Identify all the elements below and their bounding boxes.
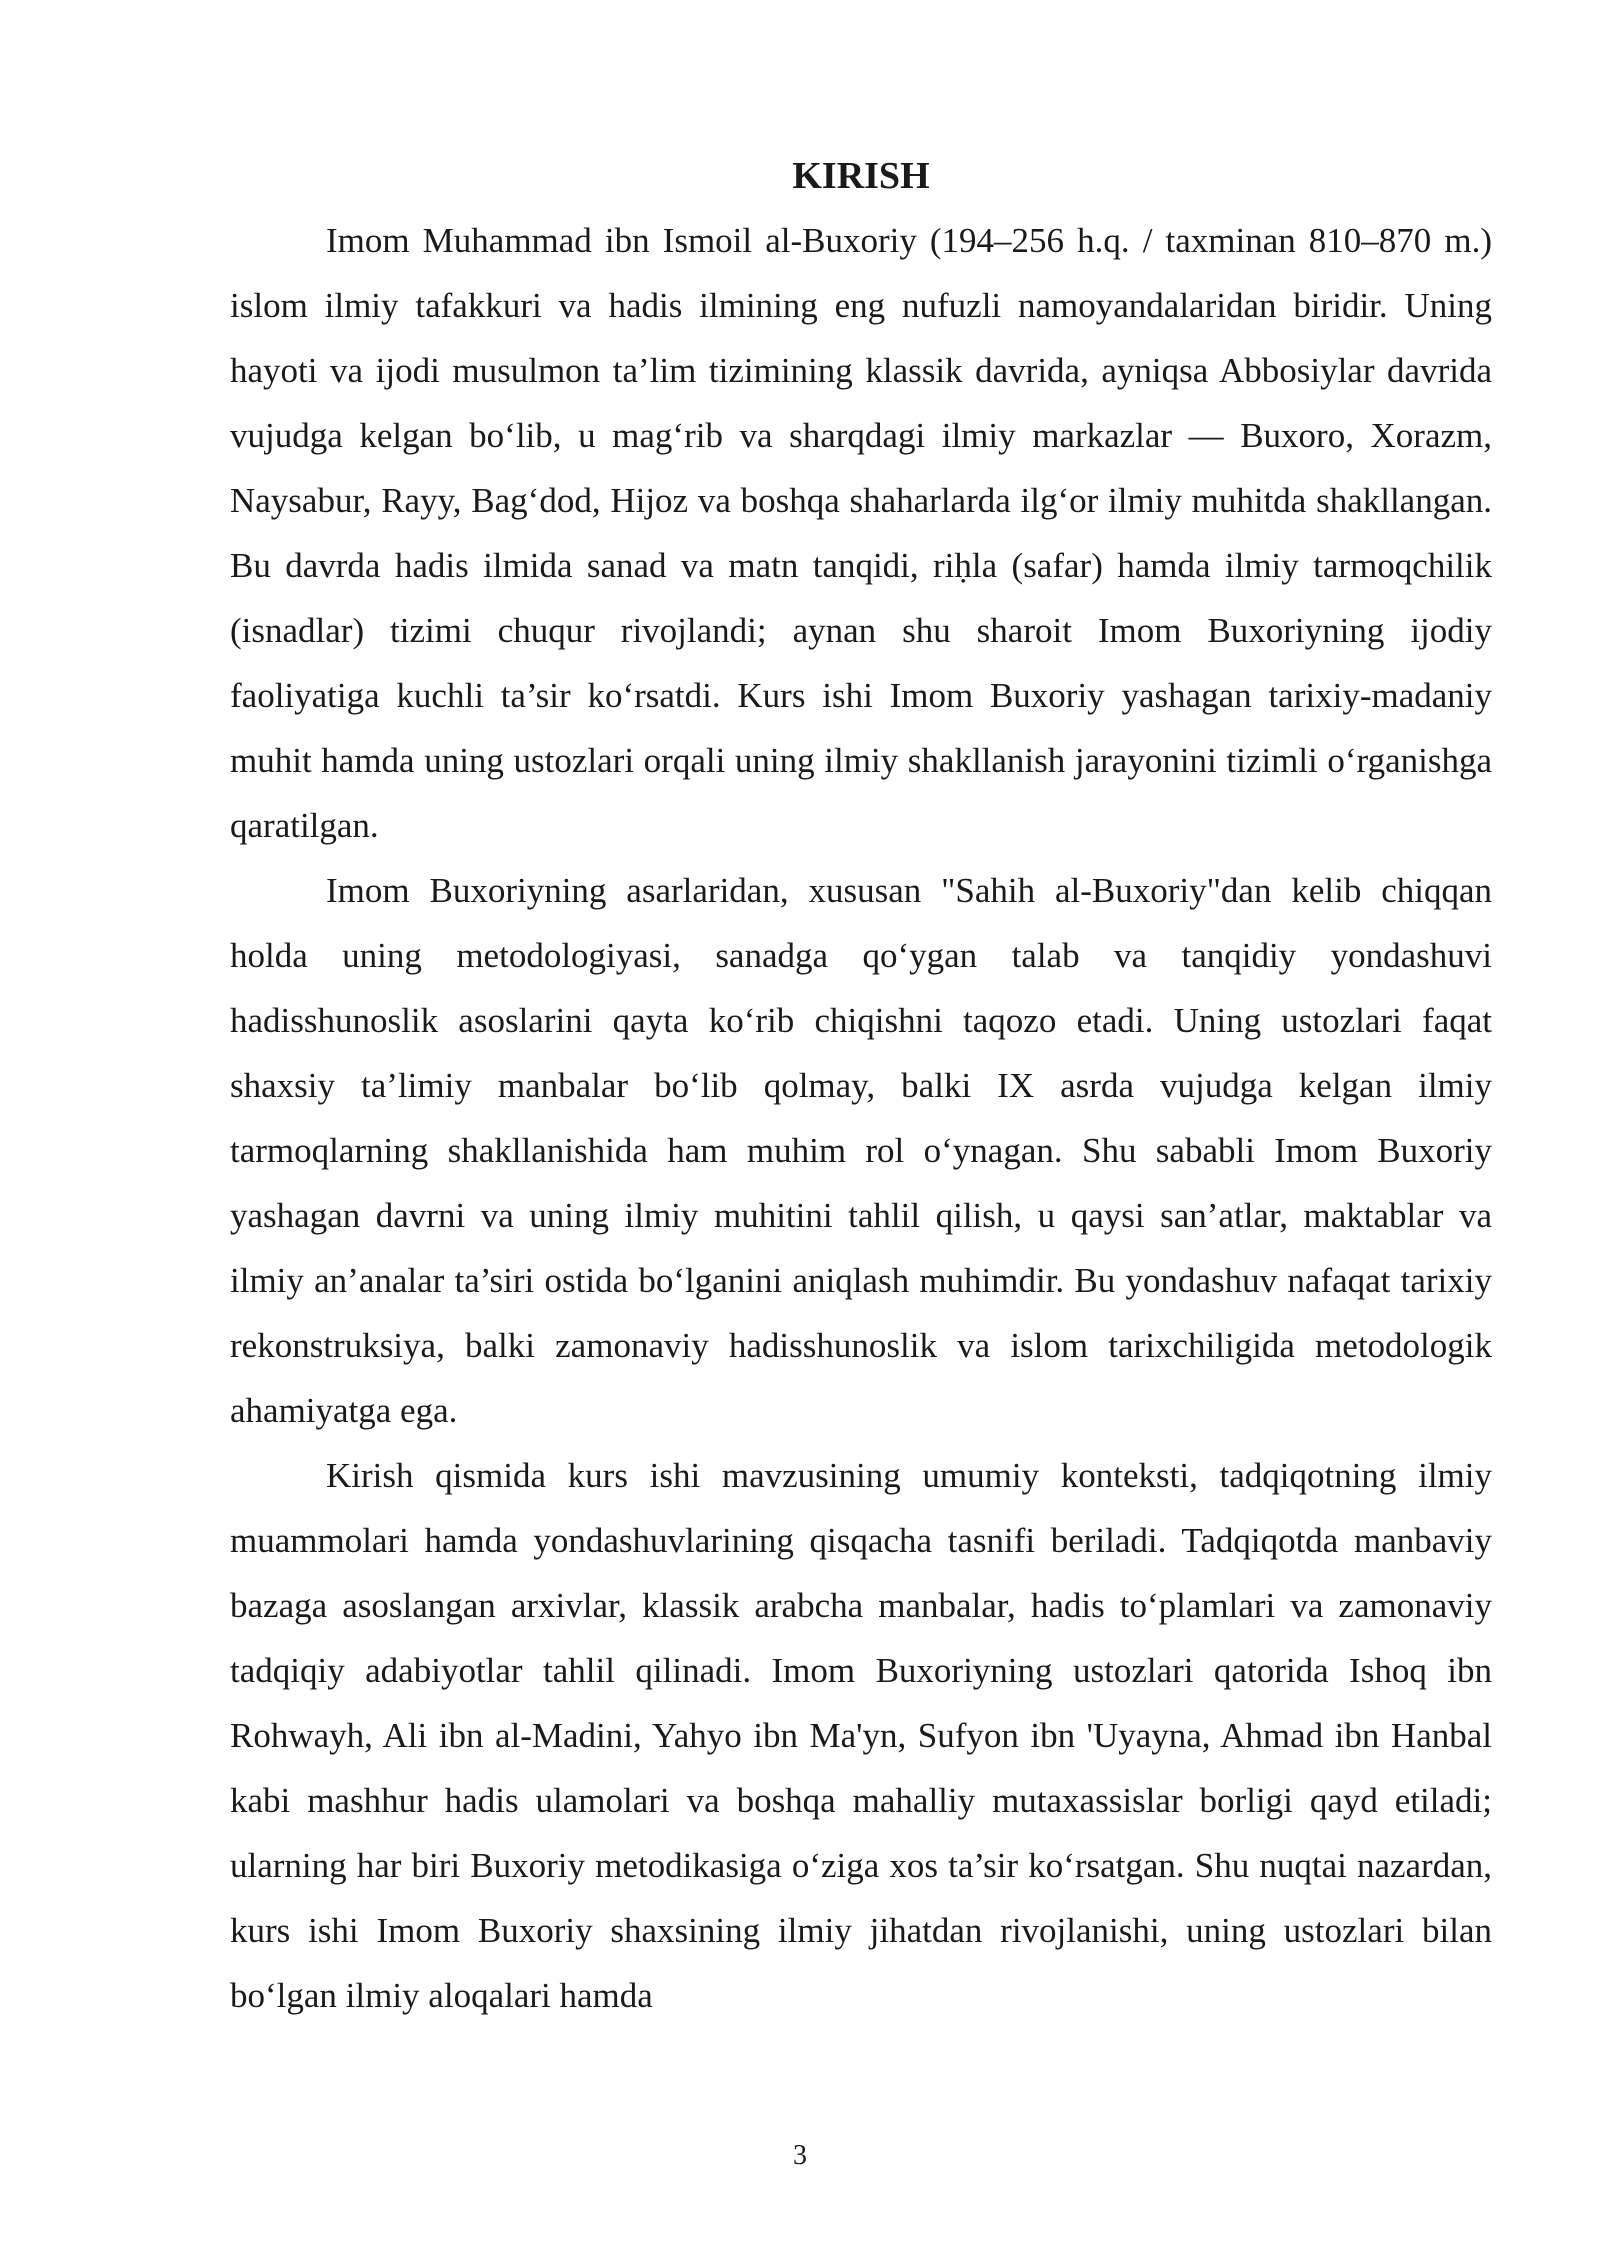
page-title: KIRISH [792,155,930,197]
paragraph-1: Imom Muhammad ibn Ismoil al-Buxoriy (194–256 h.q. / taxminan 810–870 m.) islom ilmiy tafakkuri va hadis ilmining eng nufuzli namoyandalaridan biridir. Uning hayoti va ijodi musulmon ta’lim tizimining klassik davrida, ayniqsa Abbosiylar davrida vujudga kelgan bo‘lib, u mag‘rib va sharqdagi ilmiy markazlar — Buxoro, Xorazm, Naysabur, Rayy, Bag‘dod, Hijoz va boshqa shaharlarda ilg‘or ilmiy muhitda shakllangan. Bu davrda hadis ilmida sanad va matn tanqidi, riḥla (safar) hamda ilmiy tarmoqchilik (isnadlar) tizimi chuqur rivojlandi; aynan shu sharoit Imom Buxoriyning ijodiy faoliyatiga kuchli ta’sir ko‘rsatdi. Kurs ishi Imom Buxoriy yashagan tarixiy-madaniy muhit hamda uning ustozlari orqali uning ilmiy shakllanish jarayonini tizimli o‘rganishga qaratilgan. [230,221,1492,845]
paragraph-2: Imom Buxoriyning asarlaridan, xususan "Sahih al-Buxoriy"dan kelib chiqqan holda uning metodologiyasi, sanadga qo‘ygan talab va tanqidiy yondashuvi hadisshunoslik asoslarini qayta ko‘rib chiqishni taqozo etadi. Uning ustozlari faqat shaxsiy ta’limiy manbalar bo‘lib qolmay, balki IX asrda vujudga kelgan ilmiy tarmoqlarning shakllanishida ham muhim rol o‘ynagan. Shu sababli Imom Buxoriy yashagan davrni va uning ilmiy muhitini tahlil qilish, u qaysi san’atlar, maktablar va ilmiy an’analar ta’siri ostida bo‘lganini aniqlash muhimdir. Bu yondashuv nafaqat tarixiy rekonstruksiya, balki zamonaviy hadisshunoslik va islom tarixchiligida metodologik ahamiyatga ega. [230,871,1492,1430]
paragraph-3: Kirish qismida kurs ishi mavzusining umumiy konteksti, tadqiqotning ilmiy muammolari hamda yondashuvlarining qisqacha tasnifi beriladi. Tadqiqotda manbaviy bazaga asoslangan arxivlar, klassik arabcha manbalar, hadis to‘plamlari va zamonaviy tadqiqiy adabiyotlar tahlil qilinadi. Imom Buxoriyning ustozlari qatorida Ishoq ibn Rohwayh, Ali ibn al-Madini, Yahyo ibn Ma'yn, Sufyon ibn 'Uyayna, Ahmad ibn Hanbal kabi mashhur hadis ulamolari va boshqa mahalliy mutaxassislar borligi qayd etiladi; ularning har biri Buxoriy metodikasiga o‘ziga xos ta’sir ko‘rsatgan. Shu nuqtai nazardan, kurs ishi Imom Buxoriy shaxsining ilmiy jihatdan rivojlanishi, uning ustozlari bilan bo‘lgan ilmiy aloqalari hamda [230,1456,1492,2015]
page-number: 3 [793,2140,807,2171]
document-page [230,148,1492,2028]
